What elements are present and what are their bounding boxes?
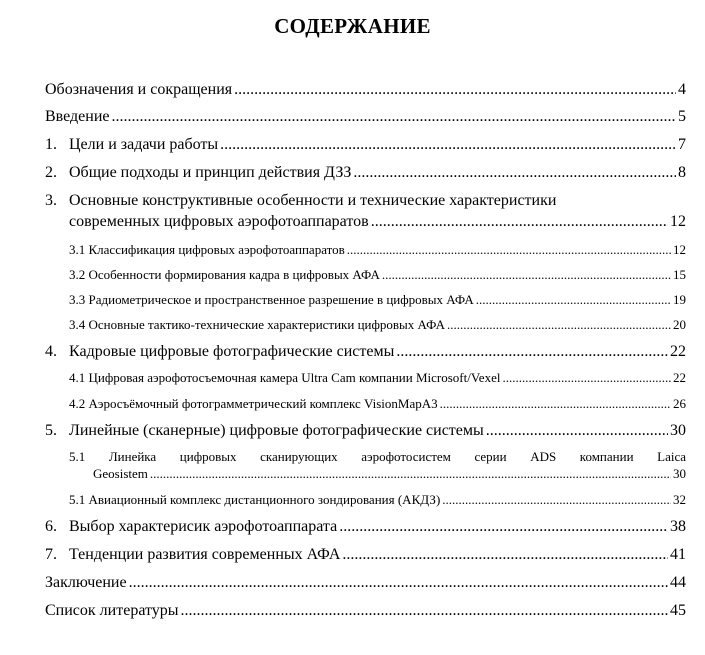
toc-entry-text: Тенденции развития современных АФА [69,546,341,563]
toc-subentry[interactable] [69,292,686,308]
toc-leader-dots [371,213,668,231]
toc-leader-dots [382,267,671,283]
toc-entry[interactable] [45,518,686,536]
toc-entry-page: 5 [678,108,686,125]
toc-leader-dots [342,546,668,564]
toc-entry-page: 8 [678,164,686,181]
toc-subentry[interactable] [69,396,686,412]
toc-leader-dots [442,492,671,508]
toc-entry-number: 3. [45,192,57,209]
toc-entry-text: 4.2 Аэросъёмочный фотограмметрический комплекс VisionMapA3 [69,396,438,411]
toc-entry-number: 7. [45,546,57,563]
toc-subentry[interactable] [93,466,686,482]
toc-entry-text: Введение [45,108,110,125]
toc-leader-dots [112,108,677,126]
toc-entry-text: Цели и задачи работы [69,136,219,153]
toc-subentry[interactable] [69,267,686,283]
toc-entry-page: 32 [673,492,686,507]
toc-subentry[interactable] [69,242,686,258]
toc-entry[interactable] [45,136,686,154]
toc-entry[interactable] [45,602,686,620]
toc-entry-number: 5. [45,422,57,439]
toc-entry[interactable] [45,422,686,440]
toc-subentry[interactable] [69,317,686,333]
toc-leader-dots [339,518,668,536]
toc-leader-dots [502,370,671,386]
toc-entry-page: 12 [670,213,686,230]
toc-entry[interactable] [69,213,686,231]
toc-entry-page: 38 [670,518,686,535]
page-title: СОДЕРЖАНИЕ [274,14,431,38]
toc-entry-page: 30 [670,422,686,439]
toc-entry-text: 3.3 Радиометрическое и пространственное разрешение в цифровых АФА [69,292,474,307]
toc-entry-page: 15 [673,267,686,282]
toc-entry[interactable] [45,81,686,99]
toc-leader-dots [353,164,676,182]
toc-subentry[interactable] [69,370,686,386]
toc-leader-dots [150,466,671,482]
toc-entry-number: 2. [45,164,57,181]
toc-entry-text: 5.1 Авиационный комплекс дистанционного зондирования (АКДЗ) [69,492,441,507]
toc-entry-number: 6. [45,518,57,535]
toc-entry-page: 22 [670,343,686,360]
toc-leader-dots [347,242,671,258]
toc-entry-page: 41 [670,546,686,563]
toc-entry-text: Кадровые цифровые фотографические системы [69,343,395,360]
toc-subentry[interactable] [69,492,686,508]
toc-entry-page: 4 [678,81,686,98]
toc-entry-text: 3.4 Основные тактико-технические характеристики цифровых АФА [69,317,445,332]
toc-entry-text: Заключение [45,574,127,591]
toc-entry-page: 30 [673,466,686,481]
toc-leader-dots [181,602,668,620]
toc-entry-number: 4. [45,343,57,360]
toc-entry-text: Выбор характерисик аэрофотоаппарата [69,518,338,535]
toc-entry[interactable] [45,164,686,182]
toc-entry[interactable] [45,574,686,592]
toc-leader-dots [220,136,676,154]
toc-leader-dots [440,396,671,412]
toc-entry-page: 19 [673,292,686,307]
toc-leader-dots [396,343,668,361]
toc-entry-page: 26 [673,396,686,411]
toc-entry-number: 1. [45,136,57,153]
toc-leader-dots [447,317,671,333]
toc-entry-text: Общие подходы и принцип действия ДЗЗ [69,164,352,181]
toc-entry-text-line2: современных цифровых аэрофотоаппаратов [69,213,369,230]
toc-entry[interactable] [45,108,686,126]
toc-entry-text: Обозначения и сокращения [45,81,233,98]
toc-entry-page: 12 [673,242,686,257]
toc-entry-text: 4.1 Цифровая аэрофотосъемочная камера Ultra Cam компании Microsoft/Vexel [69,370,501,385]
toc-entry[interactable] [45,546,686,564]
toc-entry[interactable] [45,343,686,361]
toc-entry-page: 22 [673,370,686,385]
toc-subentry-text-line1[interactable]: 5.1 Линейка цифровых сканирующих аэрофотосистем серии ADS компании Laica [69,449,686,464]
toc-entry-page: 44 [670,574,686,591]
toc-leader-dots [234,81,676,99]
toc-entry-text: Список литературы [45,602,179,619]
toc-leader-dots [476,292,671,308]
toc-entry-text: 3.2 Особенности формирования кадра в цифровых АФА [69,267,380,282]
toc-leader-dots [486,422,668,440]
toc-entry-text: Линейные (сканерные) цифровые фотографические системы [69,422,484,439]
toc-entry-page: 7 [678,136,686,153]
toc-entry-page: 45 [670,602,686,619]
toc-entry-page: 20 [673,317,686,332]
toc-leader-dots [129,574,668,592]
toc-entry-text: 3.1 Классификация цифровых аэрофотоаппаратов [69,242,345,257]
toc-entry-text-line2: Geosistem [93,466,148,481]
toc-entry-text-line1[interactable]: Основные конструктивные особенности и технические характеристики [69,192,557,209]
